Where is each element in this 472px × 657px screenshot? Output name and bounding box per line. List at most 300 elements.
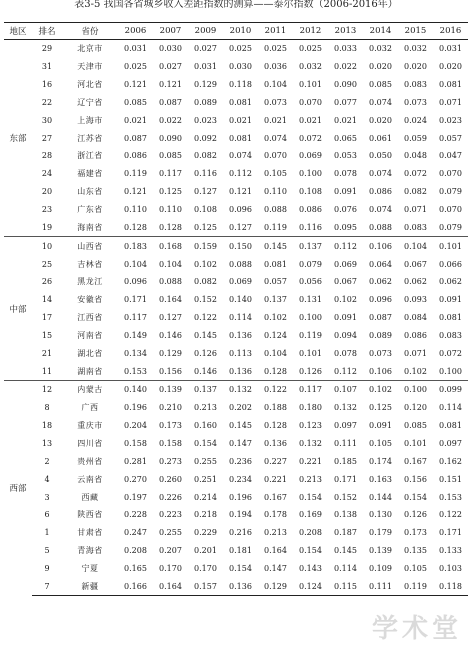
value-cell: 0.122 xyxy=(439,510,462,520)
value-cell: 0.202 xyxy=(229,403,252,413)
province-cell: 海南省 xyxy=(77,222,103,232)
value-cell: 0.088 xyxy=(229,259,252,269)
value-cell: 0.119 xyxy=(124,169,147,179)
value-cell: 0.150 xyxy=(223,237,258,255)
value-cell: 0.181 xyxy=(229,546,252,556)
value-cell: 0.023 xyxy=(439,115,462,125)
value-cell: 0.197 xyxy=(124,492,147,502)
value-cell: 0.118 xyxy=(433,577,468,595)
value-cell: 0.121 xyxy=(124,187,147,197)
value-cell: 0.121 xyxy=(124,80,147,90)
rank-cell: 6 xyxy=(44,510,50,520)
value-cell: 0.070 xyxy=(299,97,322,107)
value-cell: 0.165 xyxy=(124,563,147,573)
province-cell: 江苏省 xyxy=(77,133,103,143)
value-cell: 0.137 xyxy=(264,295,287,305)
value-cell: 0.072 xyxy=(299,133,322,143)
rank-cell: 30 xyxy=(41,115,53,125)
value-cell: 0.166 xyxy=(118,577,153,595)
value-cell: 0.110 xyxy=(159,205,182,215)
province-cell: 江西省 xyxy=(77,313,103,323)
value-cell: 0.129 xyxy=(159,348,182,358)
region-label: 东部 xyxy=(4,40,32,237)
table-row xyxy=(4,417,468,435)
value-cell: 0.082 xyxy=(194,151,217,161)
value-cell: 0.108 xyxy=(194,205,217,215)
value-cell: 0.091 xyxy=(334,187,357,197)
value-cell: 0.119 xyxy=(264,222,287,232)
value-cell: 0.022 xyxy=(334,62,357,72)
column-header: 2014 xyxy=(363,23,398,40)
value-cell: 0.152 xyxy=(334,492,357,502)
rank-cell: 16 xyxy=(41,80,53,90)
value-cell: 0.090 xyxy=(159,133,182,143)
value-cell: 0.104 xyxy=(159,259,182,269)
table-row xyxy=(4,452,468,470)
table-row xyxy=(4,506,468,524)
value-cell: 0.095 xyxy=(334,222,357,232)
value-cell: 0.020 xyxy=(404,62,427,72)
value-cell: 0.119 xyxy=(299,330,322,340)
value-cell: 0.255 xyxy=(159,528,182,538)
table-row xyxy=(4,111,468,129)
value-cell: 0.025 xyxy=(258,40,293,58)
value-cell: 0.147 xyxy=(229,438,252,448)
value-cell: 0.128 xyxy=(159,222,182,232)
value-cell: 0.057 xyxy=(264,277,287,287)
value-cell: 0.071 xyxy=(404,205,427,215)
value-cell: 0.218 xyxy=(194,510,217,520)
value-cell: 0.062 xyxy=(439,277,462,287)
value-cell: 0.024 xyxy=(404,115,427,125)
column-header: 2012 xyxy=(293,23,328,40)
value-cell: 0.110 xyxy=(264,187,287,197)
theil-index-table xyxy=(4,22,468,596)
province-cell: 云南省 xyxy=(77,474,103,484)
province-cell: 河北省 xyxy=(77,80,103,90)
table-row xyxy=(4,183,468,201)
value-cell: 0.130 xyxy=(369,510,392,520)
value-cell: 0.156 xyxy=(159,366,182,376)
value-cell: 0.115 xyxy=(328,577,363,595)
value-cell: 0.105 xyxy=(404,563,427,573)
value-cell: 0.085 xyxy=(369,80,392,90)
value-cell: 0.132 xyxy=(223,381,258,399)
value-cell: 0.147 xyxy=(264,563,287,573)
rank-cell: 29 xyxy=(32,40,62,58)
value-cell: 0.127 xyxy=(159,313,182,323)
watermark: 学术堂 xyxy=(371,614,462,644)
value-cell: 0.173 xyxy=(404,528,427,538)
value-cell: 0.128 xyxy=(264,366,287,376)
value-cell: 0.122 xyxy=(258,381,293,399)
table-row xyxy=(4,488,468,506)
value-cell: 0.074 xyxy=(229,151,252,161)
province-cell: 吉林省 xyxy=(77,259,103,269)
province-cell: 西藏 xyxy=(81,492,99,502)
value-cell: 0.069 xyxy=(299,151,322,161)
value-cell: 0.097 xyxy=(439,438,462,448)
value-cell: 0.162 xyxy=(439,456,462,466)
value-cell: 0.171 xyxy=(439,528,462,538)
province-cell: 陕西省 xyxy=(77,510,103,520)
value-cell: 0.171 xyxy=(334,474,357,484)
table-row xyxy=(4,344,468,362)
value-cell: 0.104 xyxy=(398,237,433,255)
column-header: 2010 xyxy=(223,23,258,40)
value-cell: 0.020 xyxy=(369,62,392,72)
province-cell: 内蒙古 xyxy=(62,381,118,399)
rank-cell: 7 xyxy=(32,577,62,595)
value-cell: 0.229 xyxy=(194,528,217,538)
province-cell: 河南省 xyxy=(77,330,103,340)
province-cell: 贵州省 xyxy=(77,456,103,466)
value-cell: 0.067 xyxy=(334,277,357,287)
value-cell: 0.136 xyxy=(229,330,252,340)
value-cell: 0.153 xyxy=(439,492,462,502)
value-cell: 0.065 xyxy=(334,133,357,143)
value-cell: 0.100 xyxy=(398,381,433,399)
value-cell: 0.129 xyxy=(258,577,293,595)
rank-cell: 11 xyxy=(41,366,53,376)
value-cell: 0.021 xyxy=(229,115,252,125)
value-cell: 0.124 xyxy=(293,577,328,595)
value-cell: 0.091 xyxy=(439,295,462,305)
value-cell: 0.247 xyxy=(124,528,147,538)
value-cell: 0.128 xyxy=(124,222,147,232)
value-cell: 0.133 xyxy=(439,546,462,556)
value-cell: 0.085 xyxy=(159,151,182,161)
value-cell: 0.114 xyxy=(334,563,357,573)
value-cell: 0.207 xyxy=(159,546,182,556)
value-cell: 0.071 xyxy=(404,348,427,358)
rank-cell: 20 xyxy=(41,187,53,197)
value-cell: 0.174 xyxy=(369,456,392,466)
value-cell: 0.151 xyxy=(439,474,462,484)
value-cell: 0.281 xyxy=(124,456,147,466)
province-cell: 天津市 xyxy=(77,62,103,72)
value-cell: 0.088 xyxy=(159,277,182,287)
value-cell: 0.084 xyxy=(404,313,427,323)
value-cell: 0.096 xyxy=(369,295,392,305)
table-row xyxy=(4,40,468,58)
value-cell: 0.022 xyxy=(159,115,182,125)
value-cell: 0.125 xyxy=(159,187,182,197)
value-cell: 0.226 xyxy=(159,492,182,502)
value-cell: 0.196 xyxy=(229,492,252,502)
value-cell: 0.032 xyxy=(299,62,322,72)
value-cell: 0.273 xyxy=(159,456,182,466)
value-cell: 0.154 xyxy=(194,438,217,448)
table-row xyxy=(4,237,468,255)
value-cell: 0.146 xyxy=(159,330,182,340)
value-cell: 0.158 xyxy=(159,438,182,448)
value-cell: 0.072 xyxy=(404,169,427,179)
rank-cell: 14 xyxy=(41,295,53,305)
value-cell: 0.228 xyxy=(124,510,147,520)
value-cell: 0.077 xyxy=(334,97,357,107)
value-cell: 0.178 xyxy=(264,510,287,520)
value-cell: 0.089 xyxy=(194,97,217,107)
province-cell: 安徽省 xyxy=(77,295,103,305)
value-cell: 0.023 xyxy=(194,115,217,125)
region-label: 中部 xyxy=(4,237,32,381)
table-row xyxy=(4,470,468,488)
value-cell: 0.132 xyxy=(299,438,322,448)
value-cell: 0.234 xyxy=(229,474,252,484)
value-cell: 0.106 xyxy=(369,366,392,376)
value-cell: 0.061 xyxy=(369,133,392,143)
value-cell: 0.089 xyxy=(369,330,392,340)
value-cell: 0.154 xyxy=(299,492,322,502)
value-cell: 0.096 xyxy=(229,205,252,215)
value-cell: 0.027 xyxy=(159,62,182,72)
value-cell: 0.125 xyxy=(369,403,392,413)
value-cell: 0.085 xyxy=(404,421,427,431)
value-cell: 0.251 xyxy=(194,474,217,484)
table-caption: 表3-5 我国各省城乡收入差距指数的测算——泰尔指数（2006-2016年） xyxy=(74,0,398,10)
value-cell: 0.101 xyxy=(299,80,322,90)
value-cell: 0.112 xyxy=(229,169,252,179)
value-cell: 0.079 xyxy=(299,259,322,269)
rank-cell: 15 xyxy=(41,330,53,340)
value-cell: 0.216 xyxy=(229,528,252,538)
rank-cell: 10 xyxy=(32,237,62,255)
value-cell: 0.086 xyxy=(369,187,392,197)
value-cell: 0.020 xyxy=(439,62,462,72)
value-cell: 0.213 xyxy=(194,403,217,413)
value-cell: 0.139 xyxy=(369,546,392,556)
value-cell: 0.069 xyxy=(334,259,357,269)
value-cell: 0.110 xyxy=(124,205,147,215)
value-cell: 0.086 xyxy=(404,330,427,340)
value-cell: 0.070 xyxy=(439,205,462,215)
value-cell: 0.107 xyxy=(328,381,363,399)
value-cell: 0.083 xyxy=(439,330,462,340)
value-cell: 0.096 xyxy=(124,277,147,287)
value-cell: 0.140 xyxy=(229,295,252,305)
value-cell: 0.126 xyxy=(404,510,427,520)
province-cell: 辽宁省 xyxy=(77,97,103,107)
value-cell: 0.090 xyxy=(334,80,357,90)
table-row xyxy=(4,94,468,112)
table-row xyxy=(4,201,468,219)
value-cell: 0.139 xyxy=(153,381,188,399)
value-cell: 0.070 xyxy=(264,151,287,161)
rank-cell: 21 xyxy=(41,348,53,358)
province-cell: 广东省 xyxy=(77,205,103,215)
value-cell: 0.087 xyxy=(159,97,182,107)
table-row xyxy=(4,524,468,542)
value-cell: 0.101 xyxy=(433,237,468,255)
value-cell: 0.117 xyxy=(293,381,328,399)
province-cell: 浙江省 xyxy=(77,151,103,161)
value-cell: 0.121 xyxy=(229,187,252,197)
value-cell: 0.081 xyxy=(439,80,462,90)
rank-cell: 17 xyxy=(41,313,53,323)
province-cell: 黑龙江 xyxy=(77,277,103,287)
value-cell: 0.102 xyxy=(363,381,398,399)
value-cell: 0.118 xyxy=(229,80,252,90)
province-cell: 青海省 xyxy=(77,546,103,556)
province-cell: 上海市 xyxy=(77,115,103,125)
value-cell: 0.120 xyxy=(404,403,427,413)
value-cell: 0.031 xyxy=(433,40,468,58)
value-cell: 0.164 xyxy=(264,546,287,556)
value-cell: 0.156 xyxy=(404,474,427,484)
value-cell: 0.097 xyxy=(334,421,357,431)
value-cell: 0.102 xyxy=(194,259,217,269)
province-cell: 广西 xyxy=(81,403,99,413)
value-cell: 0.104 xyxy=(264,80,287,90)
value-cell: 0.032 xyxy=(363,40,398,58)
value-cell: 0.123 xyxy=(299,421,322,431)
value-cell: 0.208 xyxy=(124,546,147,556)
value-cell: 0.227 xyxy=(264,456,287,466)
value-cell: 0.083 xyxy=(404,80,427,90)
value-cell: 0.106 xyxy=(363,237,398,255)
value-cell: 0.136 xyxy=(264,438,287,448)
value-cell: 0.078 xyxy=(334,169,357,179)
rank-cell: 25 xyxy=(41,259,53,269)
value-cell: 0.033 xyxy=(328,40,363,58)
value-cell: 0.221 xyxy=(264,474,287,484)
province-cell: 湖南省 xyxy=(77,366,103,376)
value-cell: 0.021 xyxy=(264,115,287,125)
value-cell: 0.087 xyxy=(369,313,392,323)
province-cell: 甘肃省 xyxy=(77,528,103,538)
value-cell: 0.102 xyxy=(334,295,357,305)
value-cell: 0.085 xyxy=(124,97,147,107)
value-cell: 0.025 xyxy=(293,40,328,58)
value-cell: 0.180 xyxy=(299,403,322,413)
table-row xyxy=(4,291,468,309)
value-cell: 0.149 xyxy=(124,330,147,340)
rank-cell: 18 xyxy=(41,421,53,431)
value-cell: 0.117 xyxy=(159,169,182,179)
value-cell: 0.214 xyxy=(194,492,217,502)
value-cell: 0.091 xyxy=(334,313,357,323)
value-cell: 0.100 xyxy=(439,366,462,376)
table-row xyxy=(4,435,468,453)
value-cell: 0.179 xyxy=(369,528,392,538)
value-cell: 0.076 xyxy=(334,205,357,215)
value-cell: 0.074 xyxy=(264,133,287,143)
value-cell: 0.135 xyxy=(404,546,427,556)
value-cell: 0.109 xyxy=(369,563,392,573)
value-cell: 0.138 xyxy=(334,510,357,520)
rank-cell: 9 xyxy=(44,563,50,573)
value-cell: 0.057 xyxy=(439,133,462,143)
value-cell: 0.048 xyxy=(404,151,427,161)
value-cell: 0.074 xyxy=(369,97,392,107)
value-cell: 0.070 xyxy=(439,169,462,179)
value-cell: 0.062 xyxy=(369,277,392,287)
value-cell: 0.196 xyxy=(124,403,147,413)
value-cell: 0.111 xyxy=(334,438,357,448)
column-header: 排名 xyxy=(32,23,62,40)
value-cell: 0.213 xyxy=(299,474,322,484)
value-cell: 0.204 xyxy=(124,421,147,431)
table-row xyxy=(4,577,468,595)
province-cell: 北京市 xyxy=(62,40,118,58)
value-cell: 0.221 xyxy=(299,456,322,466)
column-header: 2009 xyxy=(188,23,223,40)
value-cell: 0.093 xyxy=(404,295,427,305)
value-cell: 0.062 xyxy=(404,277,427,287)
value-cell: 0.167 xyxy=(264,492,287,502)
table-row xyxy=(4,76,468,94)
value-cell: 0.114 xyxy=(439,403,462,413)
value-cell: 0.088 xyxy=(264,205,287,215)
value-cell: 0.079 xyxy=(439,222,462,232)
value-cell: 0.079 xyxy=(439,187,462,197)
value-cell: 0.146 xyxy=(194,366,217,376)
value-cell: 0.136 xyxy=(229,366,252,376)
value-cell: 0.081 xyxy=(439,313,462,323)
table-row xyxy=(4,559,468,577)
table-row xyxy=(4,362,468,380)
value-cell: 0.125 xyxy=(194,222,217,232)
value-cell: 0.255 xyxy=(194,456,217,466)
value-cell: 0.194 xyxy=(229,510,252,520)
value-cell: 0.081 xyxy=(439,421,462,431)
value-cell: 0.183 xyxy=(118,237,153,255)
value-cell: 0.160 xyxy=(194,421,217,431)
rank-cell: 27 xyxy=(41,133,53,143)
value-cell: 0.126 xyxy=(299,366,322,376)
value-cell: 0.082 xyxy=(194,277,217,287)
value-cell: 0.236 xyxy=(229,456,252,466)
value-cell: 0.117 xyxy=(124,313,147,323)
value-cell: 0.143 xyxy=(299,563,322,573)
table-row xyxy=(4,399,468,417)
value-cell: 0.132 xyxy=(334,403,357,413)
value-cell: 0.136 xyxy=(223,577,258,595)
rank-cell: 26 xyxy=(41,277,53,287)
value-cell: 0.064 xyxy=(369,259,392,269)
value-cell: 0.201 xyxy=(194,546,217,556)
value-cell: 0.050 xyxy=(369,151,392,161)
value-cell: 0.102 xyxy=(404,366,427,376)
value-cell: 0.081 xyxy=(229,133,252,143)
province-cell: 新疆 xyxy=(62,577,118,595)
value-cell: 0.173 xyxy=(159,421,182,431)
province-cell: 宁夏 xyxy=(81,563,99,573)
value-cell: 0.124 xyxy=(264,330,287,340)
value-cell: 0.081 xyxy=(264,259,287,269)
value-cell: 0.025 xyxy=(223,40,258,58)
value-cell: 0.168 xyxy=(153,237,188,255)
value-cell: 0.134 xyxy=(124,348,147,358)
value-cell: 0.111 xyxy=(363,577,398,595)
rank-cell: 31 xyxy=(41,62,53,72)
rank-cell: 4 xyxy=(44,474,50,484)
rank-cell: 19 xyxy=(41,222,53,232)
value-cell: 0.073 xyxy=(369,348,392,358)
value-cell: 0.223 xyxy=(159,510,182,520)
value-cell: 0.169 xyxy=(299,510,322,520)
value-cell: 0.112 xyxy=(334,366,357,376)
header-row xyxy=(4,23,468,40)
value-cell: 0.128 xyxy=(264,421,287,431)
value-cell: 0.145 xyxy=(258,237,293,255)
value-cell: 0.078 xyxy=(334,348,357,358)
value-cell: 0.122 xyxy=(194,313,217,323)
value-cell: 0.102 xyxy=(264,313,287,323)
value-cell: 0.260 xyxy=(159,474,182,484)
value-cell: 0.114 xyxy=(229,313,252,323)
